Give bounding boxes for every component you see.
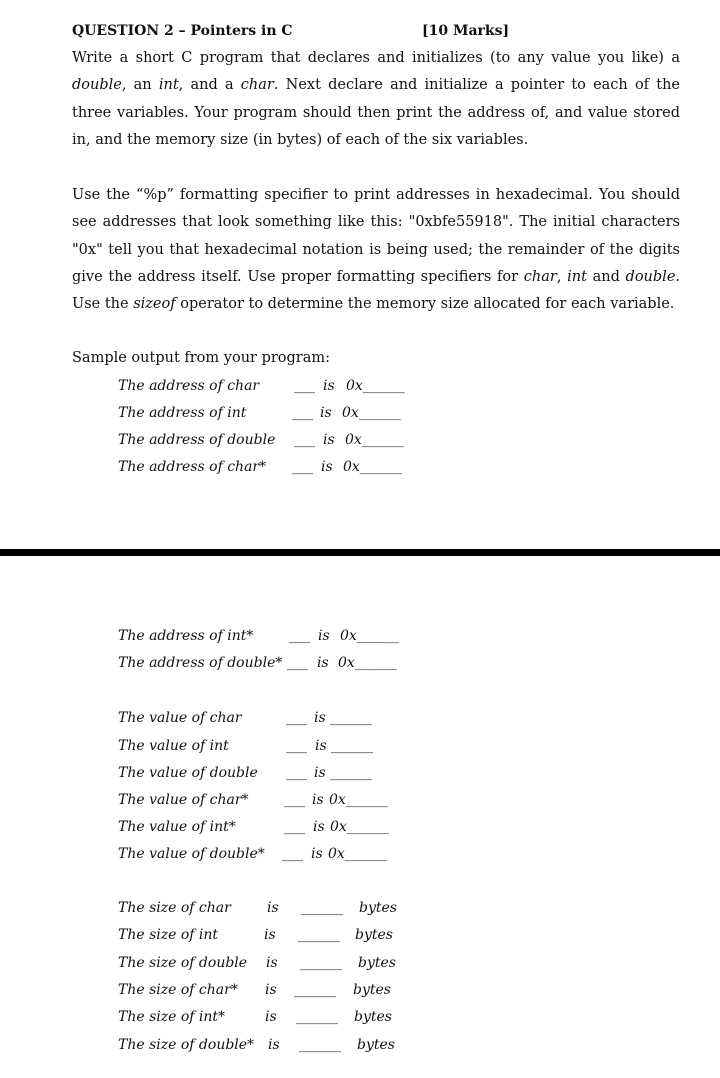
- row-label: The value of double: [118, 765, 258, 781]
- row-unit: bytes: [359, 900, 397, 916]
- row-label: The value of char*: [118, 792, 249, 808]
- row-is: is: [321, 459, 333, 475]
- p2-emphasis: sizeof: [133, 296, 176, 313]
- row-is: is: [313, 819, 325, 835]
- row-is: is: [323, 378, 335, 394]
- row-is: is: [268, 1037, 280, 1053]
- row-blank: ______: [294, 982, 336, 998]
- row-label: The value of int: [118, 738, 229, 754]
- row-value: 0x______: [330, 819, 389, 835]
- p1-text: , an: [121, 77, 159, 94]
- row-is: is: [267, 900, 279, 916]
- p2-text: Use the “%p” formatting specifier to print addresses in hexadecimal. You should see addresses that look something like this: "0xbfe55918". The initial characters "0x" tell you that hexadecimal notation is being used; the remainder of the digits give the address itself. Use proper formatting specifiers for: [72, 187, 680, 285]
- question-marks: [10 Marks]: [422, 23, 510, 39]
- p2-emphasis: int: [567, 268, 587, 285]
- question-heading: [72, 22, 680, 40]
- row-is: is: [265, 982, 277, 998]
- row-label: The size of double: [118, 955, 248, 971]
- row-blank: ___: [289, 628, 310, 644]
- row-blank: ___: [287, 655, 308, 671]
- p1-text: Write a short C program that declares and initializes (to any value you like) a: [72, 50, 680, 66]
- instructions-paragraph: [72, 45, 680, 154]
- page-divider: [0, 549, 720, 556]
- row-is: is: [320, 405, 332, 421]
- sample-output-label: Sample output from your program:: [72, 350, 331, 366]
- row-label: The address of double*: [118, 655, 283, 671]
- row-is: is: [315, 738, 327, 754]
- row-label: The address of char*: [118, 459, 267, 475]
- row-is: is: [323, 432, 335, 448]
- row-value: 0x______: [328, 846, 387, 862]
- row-unit: bytes: [357, 1037, 395, 1053]
- row-blank: ___: [294, 378, 315, 394]
- row-blank: ___: [294, 432, 315, 448]
- row-unit: bytes: [355, 927, 393, 943]
- row-is: is: [264, 927, 276, 943]
- row-is: is: [311, 846, 323, 862]
- row-unit: bytes: [354, 1009, 392, 1025]
- p1-text: , and a: [178, 77, 241, 94]
- p2-text: and: [586, 268, 626, 285]
- row-blank: ______: [301, 900, 343, 916]
- row-blank: ______: [299, 1037, 341, 1053]
- row-label: The size of int*: [118, 1009, 226, 1025]
- p2-text: ,: [556, 268, 568, 285]
- row-label: The size of int: [118, 927, 219, 943]
- row-unit: bytes: [358, 955, 396, 971]
- row-label: The size of char*: [118, 982, 238, 998]
- row-value: ______: [330, 710, 372, 726]
- row-value: 0x______: [342, 405, 401, 421]
- format-paragraph: [72, 182, 680, 318]
- row-is: is: [314, 710, 326, 726]
- p1-emphasis: int: [158, 77, 179, 94]
- row-value: ______: [331, 738, 373, 754]
- row-blank: ___: [284, 792, 305, 808]
- row-label: The address of double: [118, 432, 276, 448]
- question-title: QUESTION 2 – Pointers in C: [72, 23, 293, 39]
- row-value: 0x______: [346, 378, 405, 394]
- p2-text: operator to determine the memory size allocated for each variable.: [175, 296, 675, 313]
- row-label: The address of int*: [118, 628, 254, 644]
- row-value: 0x______: [345, 432, 404, 448]
- row-blank: ___: [292, 459, 313, 475]
- row-label: The value of int*: [118, 819, 236, 835]
- row-value: 0x______: [329, 792, 388, 808]
- row-blank: ___: [286, 710, 307, 726]
- row-value: ______: [330, 765, 372, 781]
- row-label: The size of char: [118, 900, 231, 916]
- row-blank: ______: [300, 955, 342, 971]
- row-value: 0x______: [340, 628, 399, 644]
- row-label: The address of char: [118, 378, 260, 394]
- row-blank: ___: [284, 819, 305, 835]
- row-blank: ______: [298, 927, 340, 943]
- p2-emphasis: char: [523, 268, 557, 285]
- row-unit: bytes: [353, 982, 391, 998]
- row-value: 0x______: [343, 459, 402, 475]
- row-blank: ______: [296, 1009, 338, 1025]
- row-is: is: [266, 955, 278, 971]
- p1-emphasis: double: [72, 77, 122, 94]
- row-label: The size of double*: [118, 1037, 255, 1053]
- row-label: The address of int: [118, 405, 247, 421]
- row-label: The value of double*: [118, 846, 265, 862]
- p2-text: . Use the: [72, 268, 681, 313]
- row-blank: ___: [282, 846, 303, 862]
- row-value: 0x______: [338, 655, 397, 671]
- row-blank: ___: [286, 765, 307, 781]
- row-is: is: [317, 655, 329, 671]
- row-is: is: [312, 792, 324, 808]
- row-blank: ___: [292, 405, 313, 421]
- row-is: is: [314, 765, 326, 781]
- row-blank: ___: [286, 738, 307, 754]
- p1-text: . Next declare and initialize a pointer to each of the three variables. Your program should then print the address of, and value stored in, and the memory size (in bytes) of each of the six variables.: [72, 77, 680, 148]
- row-is: is: [318, 628, 330, 644]
- p2-emphasis: double: [625, 268, 676, 285]
- row-label: The value of char: [118, 710, 242, 726]
- row-is: is: [265, 1009, 277, 1025]
- p1-emphasis: char: [240, 77, 274, 94]
